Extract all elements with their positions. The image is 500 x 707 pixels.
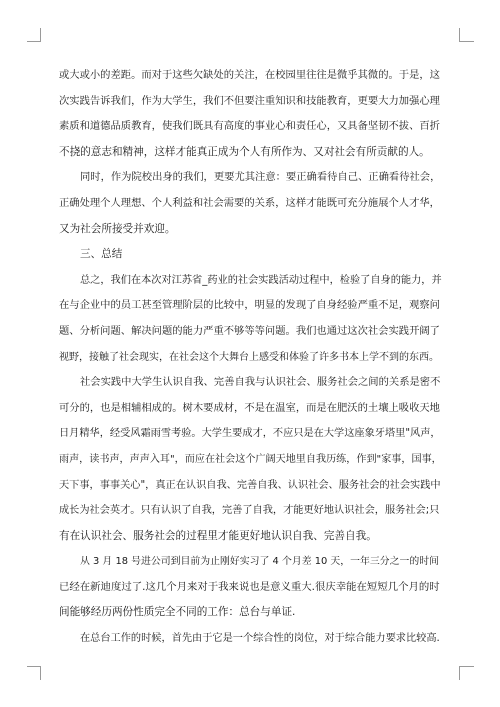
text-line: 社会实践中大学生认识自我、完善自我与认识社会、服务社会之间的关系是密不 [80, 376, 441, 389]
text-line: 视野，接触了社会现实，在社会这个大舞台上感受和体验了许多书本上学不到的东西。 [59, 351, 439, 363]
text-line: 成长为社会英才。只有认识了自我，完善了自我，才能更好地认识社会，服务社会;只 [59, 505, 440, 517]
crop-mark-bottom-right-horizontal [460, 666, 474, 667]
document-body [59, 63, 442, 652]
text-line: 雨声，读书声，声声入耳"，而应在社会这个广阔天地里自我历练，作到"家事，国事， [59, 453, 442, 465]
text-line: 正确处理个人理想、个人利益和社会需要的关系，这样才能既可充分施展个人才华， [59, 196, 440, 209]
text-line: 总之，我们在本次对江苏省_药业的社会实践活动过程中，检验了自身的能力，并 [80, 274, 442, 286]
text-line: 间能够经历两份性质完全不同的工作：总台与单证. [59, 606, 296, 619]
text-line: 在总台工作的时候，首先由于它是一个综合性的岗位，对于综合能力要求比较高. [80, 633, 440, 645]
text-line: 三、总结 [80, 248, 123, 261]
text-line: 日月精华，经受风霜雨雪考验。大学生要成才，不应只是在大学这座象牙塔里"风声， [59, 428, 441, 440]
text-line: 从 3 月 18 号进公司到目前为止刚好实习了 4 个月差 10 天，一年三分之一的时间 [80, 556, 440, 568]
text-line: 天下事，事事关心"，真正在认识自我、完善自我、认识社会、服务社会的社会实践中 [59, 479, 441, 491]
crop-mark-top-right-vertical [459, 28, 460, 42]
text-line: 次实践告诉我们，作为大学生，我们不但要注重知识和技能教育，更要大力加强心理 [59, 94, 440, 107]
text-line: 可分的，也是相辅相成的。树木要成材，不是在温室，而是在肥沃的土壤上吸收天地 [59, 401, 440, 414]
crop-mark-top-right-horizontal [460, 41, 474, 42]
text-line: 又为社会所接受并欢迎。 [59, 222, 176, 235]
crop-mark-top-left-horizontal [27, 41, 41, 42]
text-line: 素质和道德品质教育，使我们既具有高度的事业心和责任心，又具备坚韧不拔、百折 [59, 120, 440, 133]
crop-mark-bottom-left-horizontal [27, 666, 41, 667]
text-line: 同时，作为院校出身的我们，更要尤其注意：要正确看待自己、正确看待社会， [80, 171, 441, 184]
crop-mark-bottom-right-vertical [459, 666, 460, 680]
crop-mark-top-left-vertical [40, 28, 41, 42]
text-line: 已经在新迪度过了.这几个月来对于我来说也是意义重大.很庆幸能在短短几个月的时 [59, 580, 440, 593]
text-line: 题、分析问题、解决问题的能力严重不够等等问题。我们也通过这次社会实践开阔了 [59, 324, 440, 337]
text-line: 有在认识社会、服务社会的过程里才能更好地认识自我、完善自我。 [59, 529, 377, 542]
text-line: 不挠的意志和精神，这样才能真正成为个人有所作为、又对社会有所贡献的人。 [59, 145, 430, 158]
crop-mark-bottom-left-vertical [40, 666, 41, 680]
text-line: 在与企业中的员工甚至管理阶层的比较中，明显的发现了自身经验严重不足，观察问 [59, 299, 440, 312]
text-line: 或大或小的差距。而对于这些欠缺处的关注，在校园里往往是微乎其微的。于是，这 [59, 69, 440, 81]
